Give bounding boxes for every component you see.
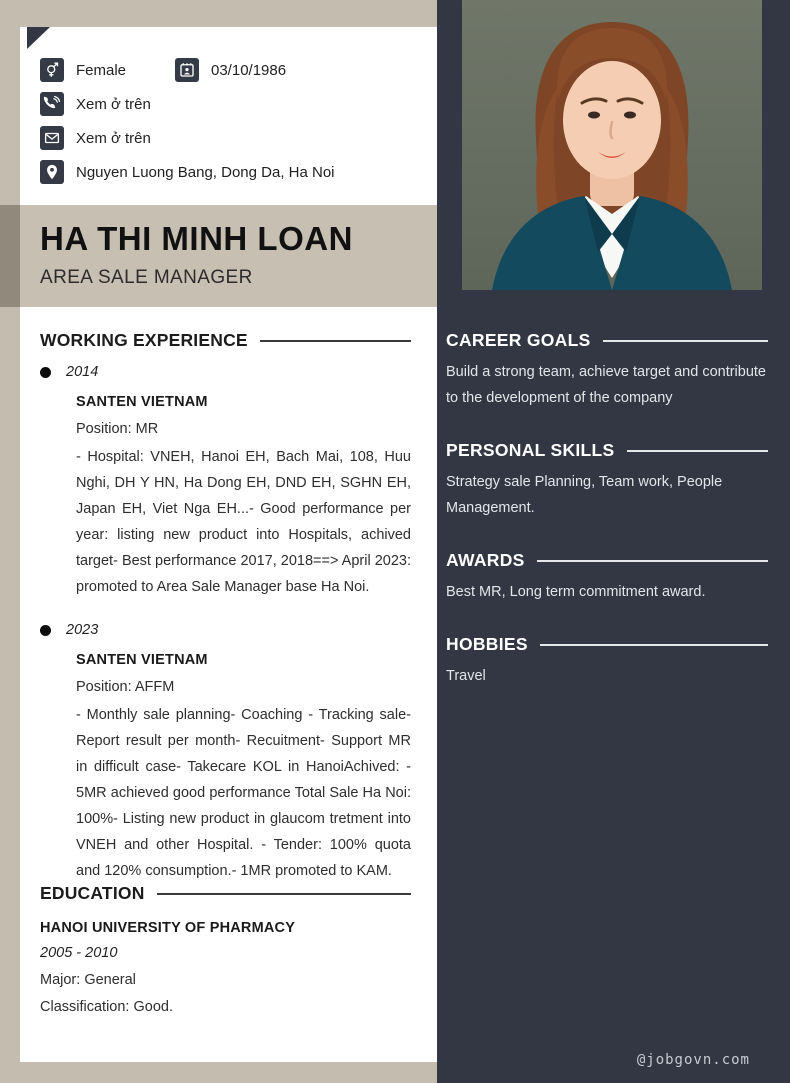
profile-photo-illustration — [462, 0, 762, 290]
hobbies-heading-text: HOBBIES — [446, 634, 528, 654]
awards-text: Best MR, Long term commitment award. — [446, 584, 706, 600]
experience-company: SANTEN VIETNAM — [76, 394, 208, 410]
gender-item — [40, 58, 175, 82]
contact-row-address — [40, 155, 427, 189]
career-goals-text: Build a strong team, achieve target and contribute to the development of the company — [446, 364, 766, 406]
heading-rule — [627, 450, 768, 452]
contact-row-gender-birth — [40, 53, 427, 87]
name-band — [20, 205, 437, 307]
personal-skills-heading — [446, 440, 768, 461]
calendar-icon — [175, 58, 199, 82]
birth-date-item — [175, 58, 286, 82]
address-value: Nguyen Luong Bang, Dong Da, Ha Noi — [76, 163, 335, 181]
location-icon — [40, 160, 64, 184]
section-working-experience — [40, 330, 411, 884]
education-period: 2005 - 2010 — [40, 945, 118, 961]
email-value: Xem ở trên — [76, 129, 151, 147]
experience-entry — [40, 362, 411, 600]
awards-heading-text: AWARDS — [446, 550, 525, 570]
gender-value: Female — [76, 61, 127, 79]
watermark-text: @jobgovn.com — [636, 1052, 750, 1068]
career-goals-heading — [446, 330, 768, 351]
name-band-left-tab — [0, 205, 20, 307]
section-career-goals — [446, 330, 768, 411]
bullet-icon — [40, 367, 51, 378]
working-experience-heading-text: WORKING EXPERIENCE — [40, 330, 248, 350]
experience-year: 2014 — [66, 364, 99, 380]
profile-photo — [462, 0, 762, 290]
contact-row-phone — [40, 87, 427, 121]
candidate-job-title: AREA SALE MANAGER — [40, 267, 253, 288]
candidate-name: HA THI MINH LOAN — [40, 220, 353, 257]
right-sidebar — [446, 330, 768, 718]
experience-description: - Hospital: VNEH, Hanoi EH, Bach Mai, 108, Huu Nghi, DH Y HN, Ha Dong EH, DND EH, SGHN EH, Japan EH, Viet Nga EH...- Good performance per year: listing new product into Hospitals, achived target- Best performance 2017, 2018==> April 2023: promoted to Area Sale Manager base Ha Noi. — [76, 449, 411, 595]
personal-skills-heading-text: PERSONAL SKILLS — [446, 440, 615, 460]
awards-heading — [446, 550, 768, 571]
personal-skills-text: Strategy sale Planning, Team work, People Management. — [446, 474, 723, 516]
education-classification: Classification: Good. — [40, 999, 173, 1015]
section-personal-skills — [446, 440, 768, 521]
bullet-icon — [40, 625, 51, 636]
experience-position: Position: MR — [76, 421, 159, 437]
contact-info-block — [40, 53, 427, 189]
heading-rule — [603, 340, 768, 342]
corner-fold-decoration — [27, 27, 50, 49]
hobbies-heading — [446, 634, 768, 655]
phone-icon — [40, 92, 64, 116]
gender-icon — [40, 58, 64, 82]
experience-company: SANTEN VIETNAM — [76, 652, 208, 668]
experience-year: 2023 — [66, 622, 99, 638]
hobbies-text: Travel — [446, 668, 486, 684]
heading-rule — [540, 644, 768, 646]
heading-rule — [157, 893, 411, 895]
section-education — [40, 883, 411, 1015]
experience-entry — [40, 620, 411, 884]
education-major: Major: General — [40, 972, 136, 988]
heading-rule — [537, 560, 768, 562]
career-goals-heading-text: CAREER GOALS — [446, 330, 591, 350]
experience-position: Position: AFFM — [76, 679, 175, 695]
mail-icon — [40, 126, 64, 150]
education-school: HANOI UNIVERSITY OF PHARMACY — [40, 920, 296, 936]
education-heading-text: EDUCATION — [40, 883, 145, 903]
section-hobbies — [446, 634, 768, 689]
section-awards — [446, 550, 768, 605]
heading-rule — [260, 340, 411, 342]
experience-description: - Monthly sale planning- Coaching - Tracking sale- Report result per month- Recuitment- Support MR in difficult case- Takecare KOL in HanoiAchived: - 5MR achieved good performance Total Sale Ha Noi: 100%- Listing new product in glaucom tretment into VNEH and other Hospital. - Tender: 100% quota and 120% consumption.- 1MR promoted to KAM. — [76, 707, 411, 879]
contact-row-email — [40, 121, 427, 155]
resume-card — [20, 27, 437, 1062]
phone-value: Xem ở trên — [76, 95, 151, 113]
working-experience-heading — [40, 330, 411, 351]
birth-date-value: 03/10/1986 — [211, 61, 287, 79]
education-heading — [40, 883, 411, 904]
